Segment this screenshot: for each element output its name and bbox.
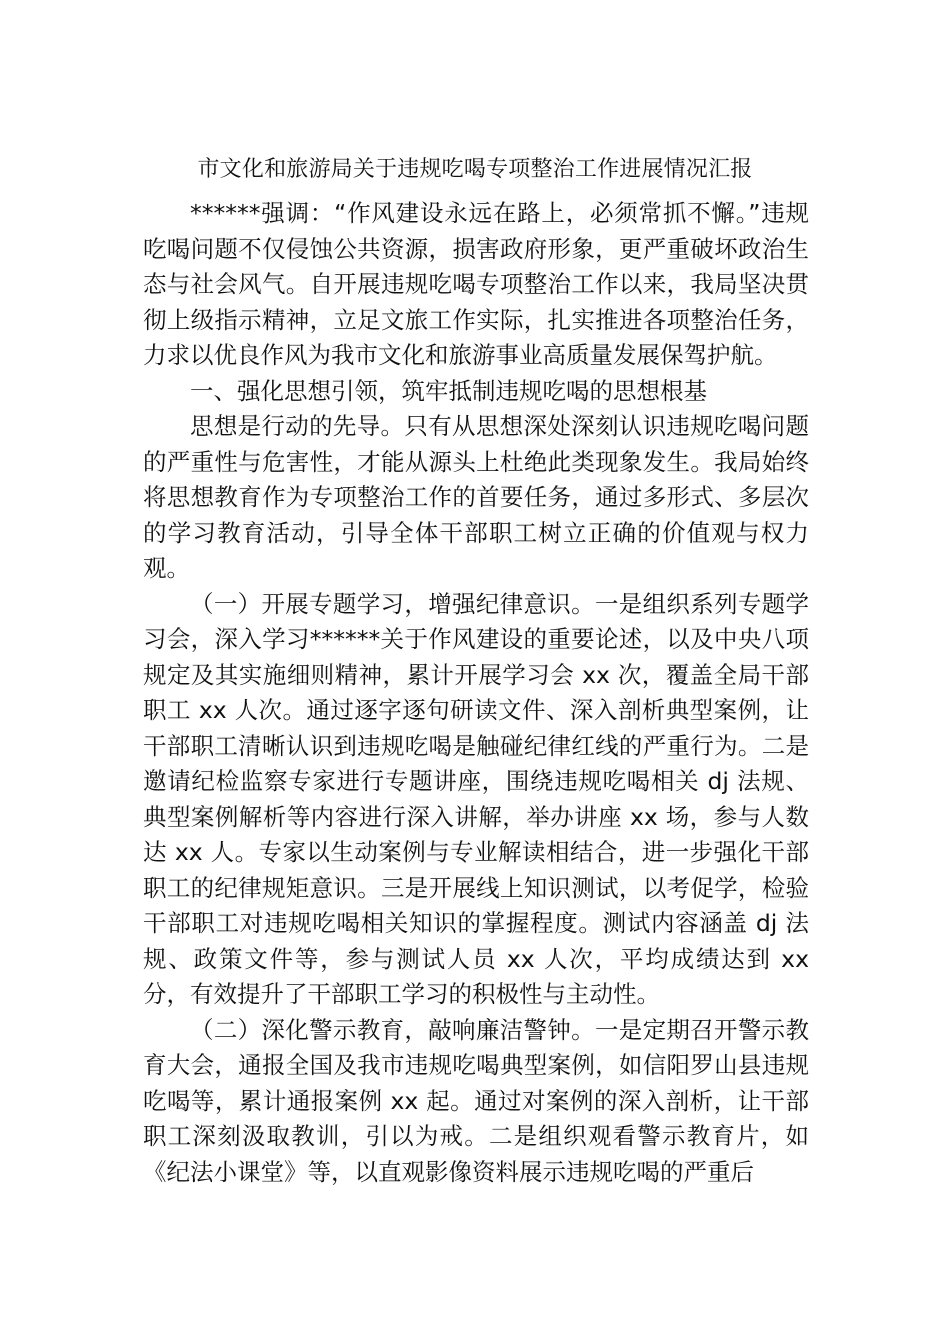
section-heading-1: 一、强化思想引领，筑牢抵制违规吃喝的思想根基 (190, 376, 707, 405)
paragraph-section-1-intro: 思想是行动的先导。只有从思想深处深刻认识违规吃喝问题的严重性与危害性，才能从源头上杜绝此类现象发生。我局始终将思想教育作为专项整治工作的首要任务，通过多形式、多层次的学习教育活动，引导全体干部职工树立正确的价值观与权力观。 (143, 412, 809, 582)
paragraph-intro: ******强调：“作风建设永远在路上，必须常抓不懈。”违规吃喝问题不仅侵蚀公共资源，损害政府形象，更严重破坏政治生态与社会风气。自开展违规吃喝专项整治工作以来，我局坚决贯彻上级指示精神，立足文旅工作实际，扎实推进各项整治任务，力求以优良作风为我市文化和旅游事业高质量发展保驾护航。 (143, 199, 809, 369)
paragraph-subsection-1: （一）开展专题学习，增强纪律意识。一是组织系列专题学习会，深入学习******关于作风建设的重要论述，以及中央八项规定及其实施细则精神，累计开展学习会 xx 次，覆盖全局干部职工 xx 人次。通过逐字逐句研读文件、深入剖析典型案例，让干部职工清晰认识到违规吃喝是触碰纪律红线的严重行为。二是邀请纪检监察专家进行专题讲座，围绕违规吃喝相关 dj 法规、典型案例解析等内容进行深入讲解，举办讲座 xx 场，参与人数达 xx 人。专家以生动案例与专业解读相结合，进一步强化干部职工的纪律规矩意识。三是开展线上知识测试，以考促学，检验干部职工对违规吃喝相关知识的掌握程度。测试内容涵盖 dj 法规、政策文件等，参与测试人员 xx 人次，平均成绩达到 xx 分，有效提升了干部职工学习的积极性与主动性。 (143, 589, 809, 1008)
document-body (143, 196, 809, 1190)
document-title: 市文化和旅游局关于违规吃喝专项整治工作进展情况汇报 (197, 157, 753, 182)
paragraph-subsection-2: （二）深化警示教育，敲响廉洁警钟。一是定期召开警示教育大会，通报全国及我市违规吃喝典型案例，如信阳罗山县违规吃喝等，累计通报案例 xx 起。通过对案例的深入剖析，让干部职工深刻汲取教训，引以为戒。二是组织观看警示教育片，如《纪法小课堂》等，以直观影像资料展示违规吃喝的严重后 (143, 1015, 809, 1186)
